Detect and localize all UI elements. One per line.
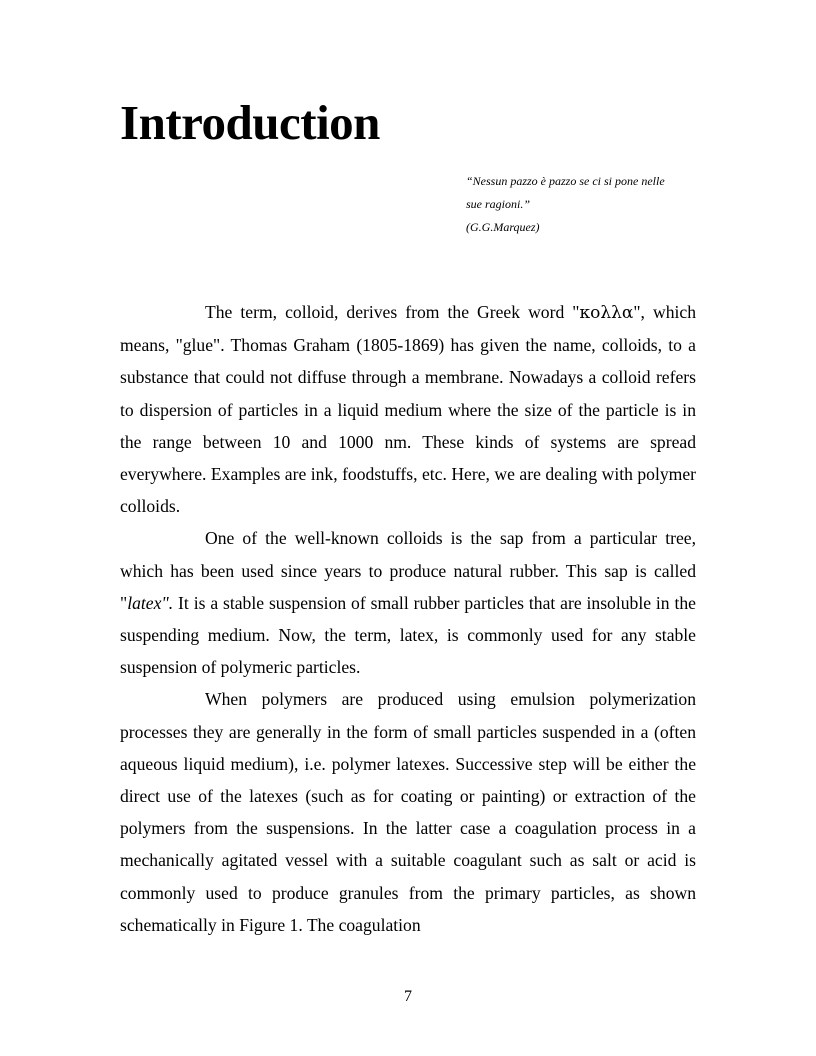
paragraph-colloid-definition [120,296,696,522]
page-number: 7 [404,988,412,1005]
epigraph-attribution: (G.G.Marquez) [466,220,540,234]
greek-word: κολλα [579,303,634,323]
paragraph-latex [120,522,696,683]
paragraph-1-text-start: The term, colloid, derives from the Greek word " [205,302,580,322]
paragraph-2-text-start: One of the well-known colloids is the sap from a particular tree, which has been used since years to produce natural rubber. This sap is called " [120,528,696,613]
epigraph-quote-line-2: sue ragioni.” [466,197,531,211]
epigraph [466,170,701,239]
paragraph-emulsion-polymerization: When polymers are produced using emulsion polymerization processes they are generally in the form of small particles suspended in a (often aqueous liquid medium), i.e. polymer latexes. Successive step will be either the direct use of the latexes (such as for coating or painting) or extraction of the polymers from the suspensions. In the latter case a coagulation process in a mechanically agitated vessel with a suitable coagulant such as salt or acid is commonly used to produce granules from the primary particles, as shown schematically in Figure 1. The coagulation [120,689,696,935]
body-text [120,296,696,941]
epigraph-quote-line-1: “Nessun pazzo è pazzo se ci si pone nelle [466,174,665,188]
paragraph-2-text-end: It is a stable suspension of small rubber particles that are insoluble in the suspending medium. Now, the term, latex, is commonly used for any stable suspension of polymeric particles. [120,592,696,678]
chapter-title: Introduction [120,95,380,150]
paragraph-1-text-end: ", which means, "glue". Thomas Graham (1805-1869) has given the name, colloids, to a substance that could not diffuse through a membrane. Nowadays a colloid refers to dispersion of particles in a liquid medium where the size of the particle is in the range between 10 and 1000 nm. These kinds of systems are spread everywhere. Examples are ink, foodstuffs, etc. Here, we are dealing with polymer colloids. [120,302,696,517]
latex-term: latex". [127,592,174,613]
